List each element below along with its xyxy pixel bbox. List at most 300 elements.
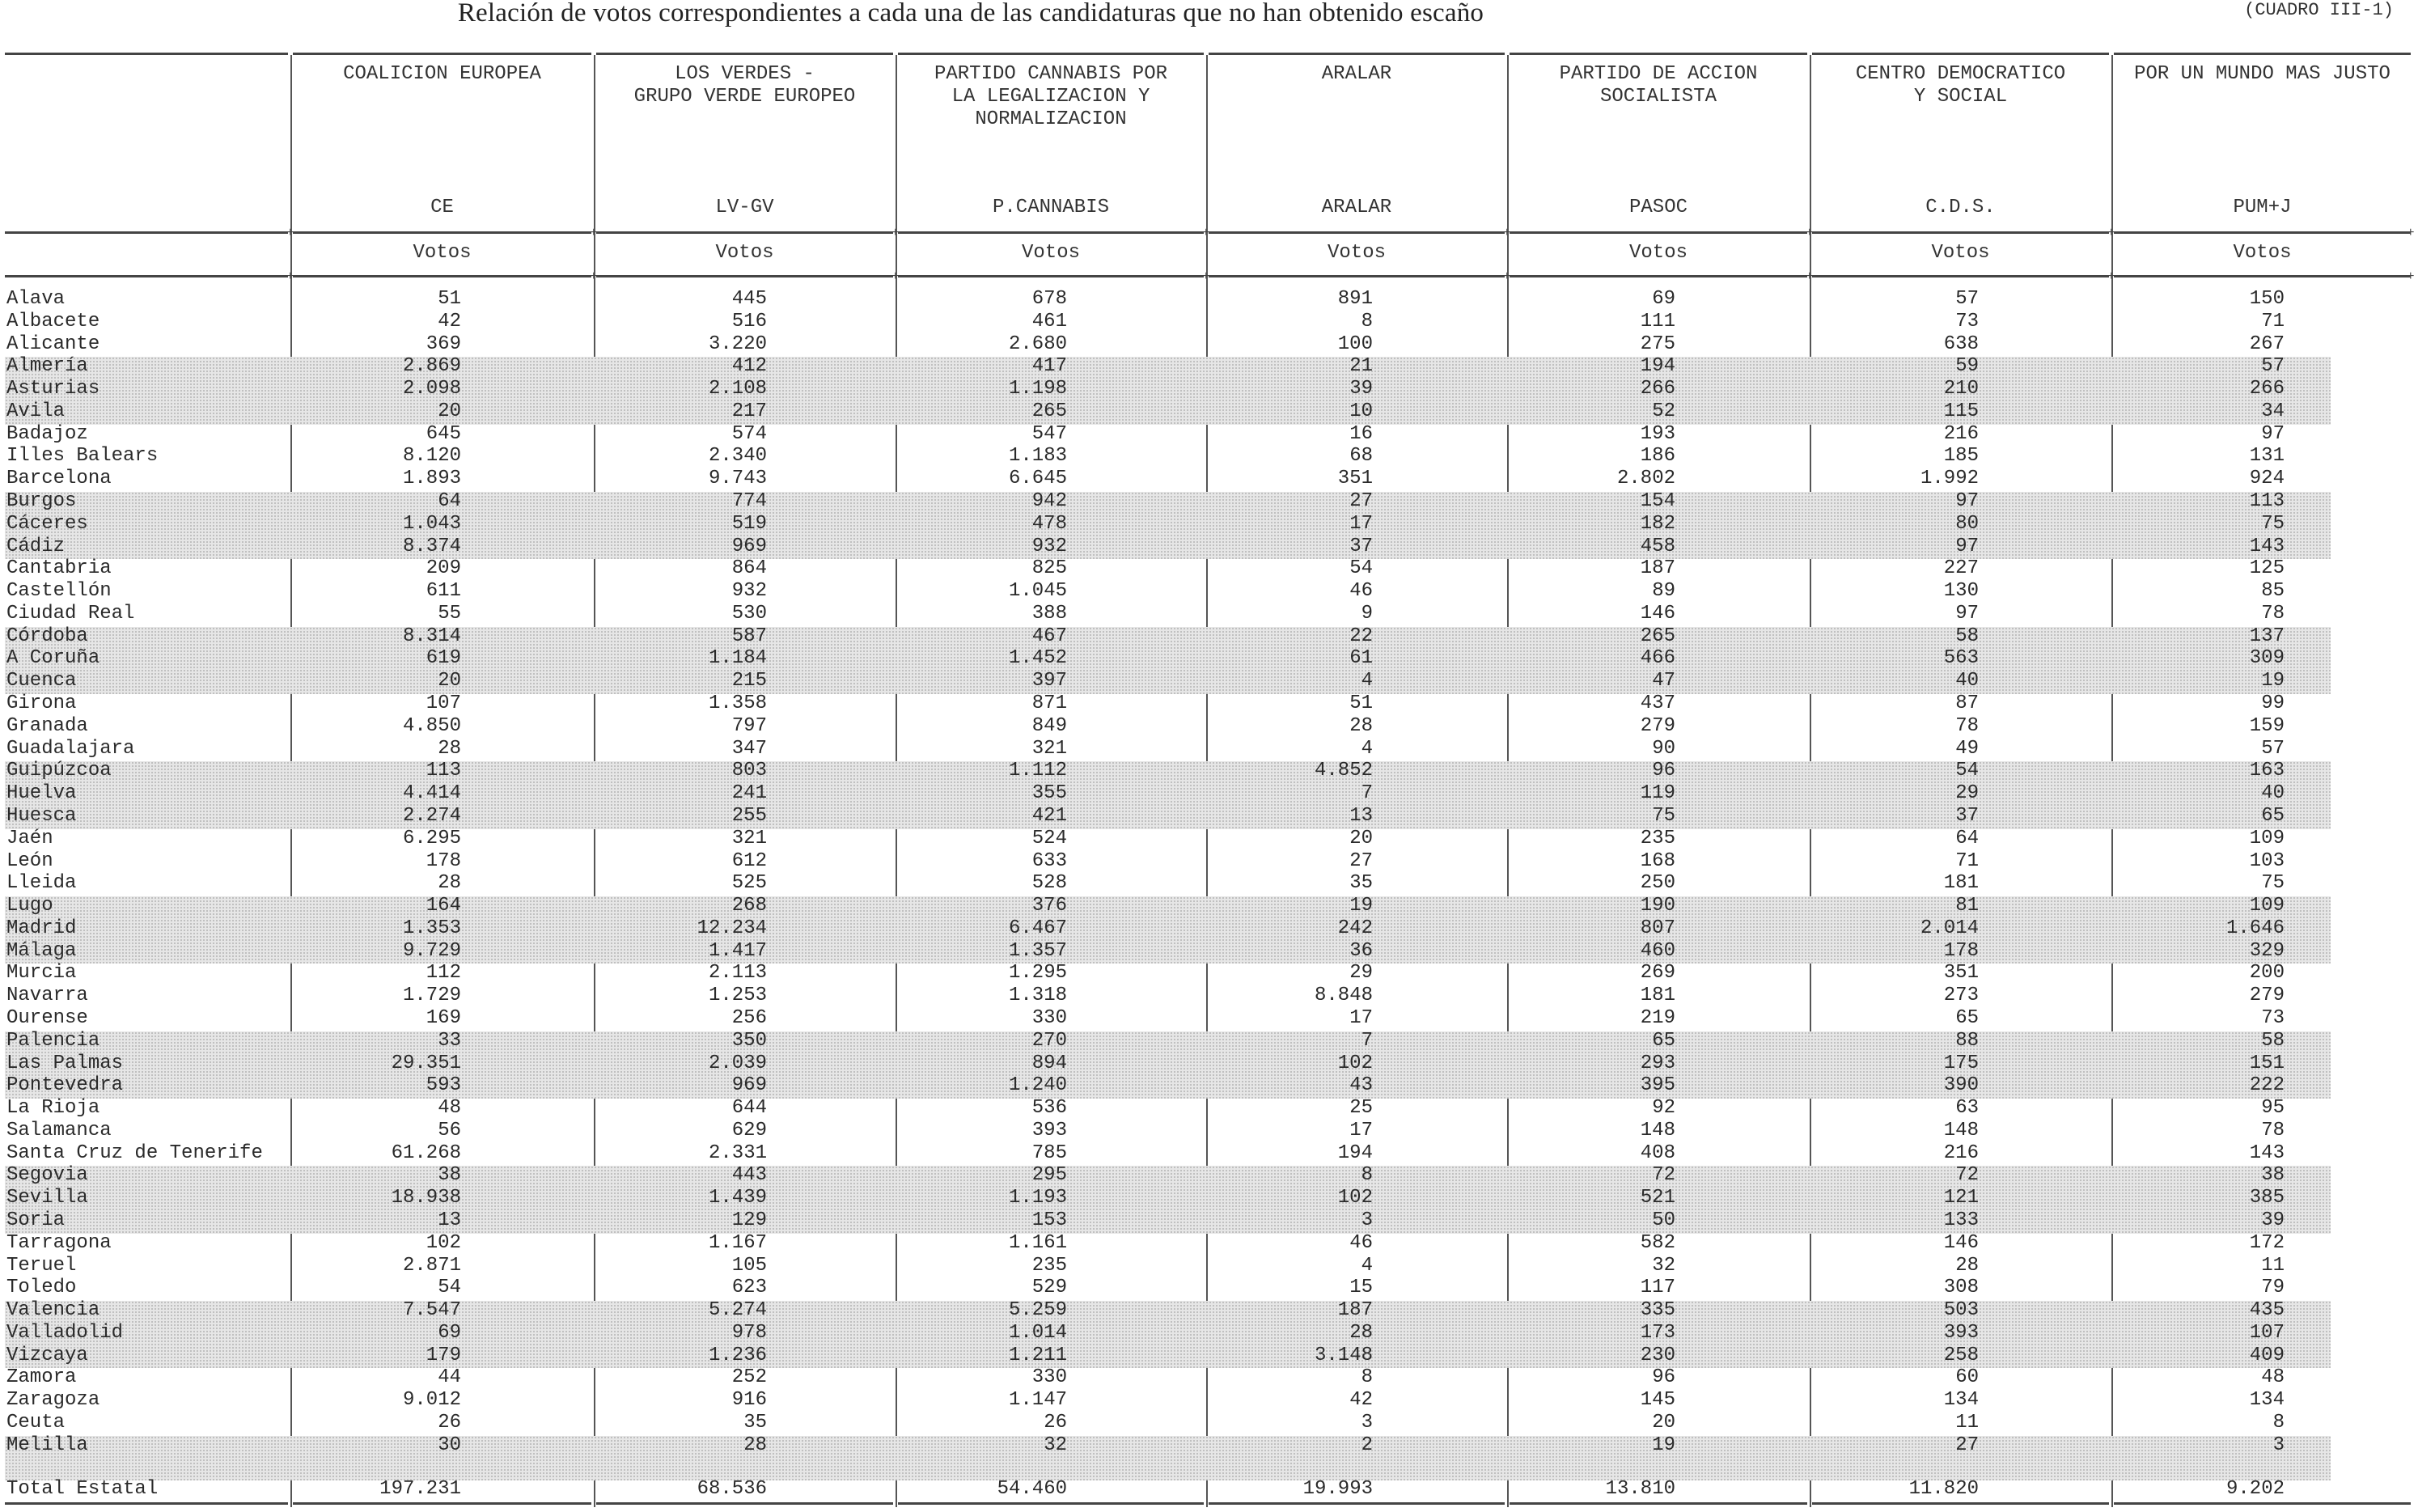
province-name: Ourense [6, 1006, 88, 1029]
vote-count: 629 [731, 1119, 767, 1141]
province-name: Vizcaya [6, 1344, 88, 1366]
province-name: Melilla [6, 1434, 88, 1456]
vote-count: 78 [1955, 714, 1979, 737]
vote-count: 460 [1640, 939, 1675, 962]
province-name: Salamanca [6, 1119, 112, 1141]
vote-count: 209 [426, 557, 461, 580]
vote-count: 582 [1640, 1231, 1675, 1254]
province-name: Soria [6, 1209, 66, 1231]
vote-count: 73 [2261, 1006, 2285, 1029]
vote-count: 28 [1955, 1254, 1979, 1277]
rule-junction: + [1503, 269, 1511, 284]
table-row [0, 513, 2418, 536]
vote-count: 8 [2272, 1412, 2285, 1434]
table-row [0, 333, 2418, 356]
vote-count: 3 [2272, 1434, 2285, 1456]
vote-count: 65 [1652, 1029, 1675, 1052]
province-name: Toledo [6, 1277, 77, 1299]
vote-count: 71 [2261, 310, 2285, 332]
province-name: Guipúzcoa [6, 760, 112, 782]
vote-count: 275 [1640, 332, 1675, 355]
vote-count: 42 [438, 310, 461, 332]
vote-count: 29.351 [391, 1052, 461, 1074]
vote-count: 129 [731, 1209, 767, 1231]
vote-count: 113 [2249, 490, 2285, 513]
table-row [0, 1164, 2418, 1187]
vote-count: 355 [1031, 782, 1067, 805]
table-row [0, 692, 2418, 715]
rule-segment [1209, 231, 1505, 234]
vote-count: 27 [1349, 490, 1373, 513]
table-row [0, 355, 2418, 378]
table-row [0, 782, 2418, 805]
vote-count: 51 [1349, 692, 1373, 715]
vote-count: 5.259 [1008, 1299, 1067, 1322]
vote-count: 63 [1955, 1097, 1979, 1120]
vote-count: 145 [1640, 1389, 1675, 1412]
vote-count: 2.869 [402, 355, 461, 378]
column-unit-label: Votos [413, 242, 472, 264]
vote-count: 279 [1640, 714, 1675, 737]
vote-count: 109 [2249, 827, 2285, 849]
vote-count: 1.014 [1008, 1321, 1067, 1344]
vote-count: 133 [1943, 1209, 1979, 1231]
rule-segment [5, 53, 288, 55]
vote-count: 79 [2261, 1277, 2285, 1299]
vote-count: 46 [1349, 580, 1373, 603]
vote-count: 125 [2249, 557, 2285, 580]
vote-count: 54 [1955, 760, 1979, 782]
vote-count: 593 [426, 1074, 461, 1097]
vote-count: 17 [1349, 1006, 1373, 1029]
vote-count: 421 [1031, 804, 1067, 827]
province-name: Ciudad Real [6, 602, 135, 625]
vote-count: 194 [1640, 355, 1675, 378]
vote-count: 3 [1361, 1412, 1373, 1434]
province-name: Lleida [6, 872, 77, 895]
vote-count: 295 [1031, 1164, 1067, 1187]
province-name: Málaga [6, 939, 77, 962]
province-name: Lugo [6, 895, 53, 917]
vote-count: 50 [1652, 1209, 1675, 1231]
vote-count: 397 [1031, 670, 1067, 692]
rule-junction: + [286, 226, 294, 240]
vote-count: 412 [731, 355, 767, 378]
column-unit-label: Votos [2233, 242, 2292, 264]
vote-count: 9.202 [2225, 1478, 2285, 1501]
vote-count: 71 [1955, 849, 1979, 872]
province-name: Guadalajara [6, 737, 135, 760]
rule-junction: + [1503, 226, 1511, 240]
vote-count: 1.147 [1008, 1389, 1067, 1412]
vote-count: 638 [1943, 332, 1979, 355]
table-row [0, 1434, 2418, 1457]
column-unit-label: Votos [715, 242, 774, 264]
province-name: Sevilla [6, 1187, 88, 1209]
rule-segment [898, 53, 1204, 55]
rule-segment [1812, 1502, 2109, 1505]
vote-count: 458 [1640, 535, 1675, 557]
table-row [0, 1030, 2418, 1052]
vote-count: 28 [743, 1434, 767, 1456]
table-row [0, 940, 2418, 963]
rule-segment [293, 231, 591, 234]
province-name: Palencia [6, 1029, 100, 1052]
vote-count: 194 [1337, 1141, 1373, 1164]
vote-count: 252 [731, 1366, 767, 1389]
vote-count: 181 [1640, 985, 1675, 1007]
province-name: Total Estatal [6, 1478, 159, 1501]
vote-count: 1.295 [1008, 962, 1067, 985]
vote-count: 37 [1349, 535, 1373, 557]
column-unit-label: Votos [1628, 242, 1688, 264]
vote-count: 185 [1943, 445, 1979, 468]
table-row [0, 1052, 2418, 1075]
province-name: Teruel [6, 1254, 77, 1277]
vote-count: 774 [731, 490, 767, 513]
vote-count: 8 [1361, 310, 1373, 332]
vote-count: 111 [1640, 310, 1675, 332]
vote-count: 4.414 [402, 782, 461, 805]
vote-count: 22 [1349, 625, 1373, 647]
vote-count: 19.993 [1302, 1478, 1373, 1501]
table-row [0, 603, 2418, 625]
vote-count: 11.820 [1908, 1478, 1979, 1501]
vote-count: 13 [438, 1209, 461, 1231]
vote-count: 216 [1943, 422, 1979, 445]
vote-count: 437 [1640, 692, 1675, 715]
rule-segment [1510, 275, 1807, 277]
vote-count: 1.452 [1008, 647, 1067, 670]
vote-count: 1.318 [1008, 985, 1067, 1007]
vote-count: 266 [2249, 378, 2285, 400]
vote-count: 48 [2261, 1366, 2285, 1389]
vote-count: 329 [2249, 939, 2285, 962]
column-header-abbr: C.D.S. [1925, 197, 1996, 218]
vote-count: 1.043 [402, 512, 461, 535]
vote-count: 150 [2249, 288, 2285, 310]
vote-count: 916 [731, 1389, 767, 1412]
vote-count: 1.893 [402, 468, 461, 490]
vote-count: 825 [1031, 557, 1067, 580]
column-header-name: LOS VERDES - GRUPO VERDE EUROPEO [633, 63, 856, 108]
vote-count: 242 [1337, 917, 1373, 939]
vote-count: 97 [1955, 602, 1979, 625]
vote-count: 60 [1955, 1366, 1979, 1389]
column-header-abbr: CE [430, 197, 454, 218]
column-unit-label: Votos [1327, 242, 1386, 264]
vote-count: 96 [1652, 760, 1675, 782]
vote-count: 32 [1652, 1254, 1675, 1277]
vote-count: 172 [2249, 1231, 2285, 1254]
table-row [0, 1187, 2418, 1209]
province-name: Castellón [6, 580, 112, 603]
vote-count: 1.357 [1008, 939, 1067, 962]
vote-count: 330 [1031, 1006, 1067, 1029]
vote-count: 163 [2249, 760, 2285, 782]
vote-count: 7 [1361, 1029, 1373, 1052]
table-row [0, 1120, 2418, 1142]
vote-count: 64 [1955, 827, 1979, 849]
vote-count: 478 [1031, 512, 1067, 535]
rule-junction: + [590, 226, 598, 240]
vote-count: 2 [1361, 1434, 1373, 1456]
vote-count: 265 [1640, 625, 1675, 647]
vote-count: 19 [2261, 670, 2285, 692]
rule-segment [1209, 53, 1505, 55]
province-name: Santa Cruz de Tenerife [6, 1141, 263, 1164]
table-row [0, 1412, 2418, 1434]
vote-count: 563 [1943, 647, 1979, 670]
vote-count: 134 [1943, 1389, 1979, 1412]
province-name: Huesca [6, 804, 77, 827]
vote-count: 3 [1361, 1209, 1373, 1231]
vote-count: 39 [1349, 378, 1373, 400]
vote-count: 178 [426, 849, 461, 872]
vote-count: 28 [1349, 714, 1373, 737]
table-row [0, 536, 2418, 558]
vote-count: 227 [1943, 557, 1979, 580]
vote-count: 12.234 [697, 917, 767, 939]
vote-count: 5.274 [708, 1299, 767, 1322]
vote-count: 112 [426, 962, 461, 985]
vote-count: 28 [438, 737, 461, 760]
province-name: La Rioja [6, 1097, 100, 1120]
vote-count: 466 [1640, 647, 1675, 670]
vote-count: 107 [426, 692, 461, 715]
vote-count: 200 [2249, 962, 2285, 985]
vote-count: 27 [1955, 1434, 1979, 1456]
province-name: Almería [6, 355, 88, 378]
table-row [0, 1322, 2418, 1345]
column-header-abbr: PASOC [1628, 197, 1688, 218]
vote-count: 3.148 [1314, 1344, 1373, 1366]
vote-count: 164 [426, 895, 461, 917]
province-name: Córdoba [6, 625, 88, 647]
vote-count: 4.850 [402, 714, 461, 737]
vote-count: 146 [1943, 1231, 1979, 1254]
rule-segment [1510, 53, 1807, 55]
column-header-abbr: ARALAR [1321, 197, 1392, 218]
vote-count: 146 [1640, 602, 1675, 625]
province-name: Jaén [6, 827, 53, 849]
vote-count: 88 [1955, 1029, 1979, 1052]
column-header-name: PARTIDO CANNABIS POR LA LEGALIZACION Y NORMALIZACION [934, 63, 1168, 130]
vote-count: 75 [2261, 872, 2285, 895]
vote-count: 350 [731, 1029, 767, 1052]
vote-count: 113 [426, 760, 461, 782]
vote-count: 932 [1031, 535, 1067, 557]
rule-junction: + [590, 269, 598, 284]
vote-count: 57 [2261, 737, 2285, 760]
vote-count: 528 [1031, 872, 1067, 895]
province-name: Barcelona [6, 468, 112, 490]
vote-count: 645 [426, 422, 461, 445]
vote-count: 1.240 [1008, 1074, 1067, 1097]
vote-count: 1.112 [1008, 760, 1067, 782]
vote-count: 20 [438, 670, 461, 692]
rule-junction: + [2107, 226, 2115, 240]
vote-count: 265 [1031, 400, 1067, 422]
vote-count: 461 [1031, 310, 1067, 332]
vote-count: 35 [1349, 872, 1373, 895]
vote-count: 530 [731, 602, 767, 625]
rule-segment [898, 275, 1204, 277]
rule-junction: + [2107, 269, 2115, 284]
vote-count: 785 [1031, 1141, 1067, 1164]
vote-count: 186 [1640, 445, 1675, 468]
vote-count: 54.460 [997, 1478, 1067, 1501]
vote-count: 9.729 [402, 939, 461, 962]
vote-count: 797 [731, 714, 767, 737]
vote-count: 2.098 [402, 378, 461, 400]
vote-count: 25 [1349, 1097, 1373, 1120]
rule-segment [596, 275, 893, 277]
vote-count: 395 [1640, 1074, 1675, 1097]
rule-junction: + [891, 269, 900, 284]
vote-count: 503 [1943, 1299, 1979, 1322]
vote-count: 151 [2249, 1052, 2285, 1074]
vote-count: 9 [1361, 602, 1373, 625]
vote-count: 44 [438, 1366, 461, 1389]
vote-count: 121 [1943, 1187, 1979, 1209]
vote-count: 1.992 [1920, 468, 1979, 490]
rule-segment [5, 1502, 288, 1505]
vote-count: 40 [1955, 670, 1979, 692]
vote-count: 33 [438, 1029, 461, 1052]
vote-count: 241 [731, 782, 767, 805]
vote-count: 2.014 [1920, 917, 1979, 939]
rule-segment [5, 231, 288, 234]
table-row [0, 1209, 2418, 1232]
vote-count: 521 [1640, 1187, 1675, 1209]
rule-segment [1812, 53, 2109, 55]
vote-count: 187 [1640, 557, 1675, 580]
vote-count: 95 [2261, 1097, 2285, 1120]
vote-count: 942 [1031, 490, 1067, 513]
table-row [0, 1366, 2418, 1389]
column-header-abbr: PUM+J [2233, 197, 2292, 218]
province-name: Cádiz [6, 535, 66, 557]
vote-count: 210 [1943, 378, 1979, 400]
vote-count: 73 [1955, 310, 1979, 332]
vote-count: 308 [1943, 1277, 1979, 1299]
vote-count: 230 [1640, 1344, 1675, 1366]
vote-count: 9.743 [708, 468, 767, 490]
vote-count: 217 [731, 400, 767, 422]
province-name: Asturias [6, 378, 100, 400]
vote-count: 54 [438, 1277, 461, 1299]
vote-count: 8 [1361, 1164, 1373, 1187]
table-row [0, 311, 2418, 333]
vote-count: 266 [1640, 378, 1675, 400]
vote-count: 58 [1955, 625, 1979, 647]
vote-count: 8 [1361, 1366, 1373, 1389]
vote-count: 103 [2249, 849, 2285, 872]
rule-segment [2114, 1502, 2411, 1505]
vote-count: 321 [1031, 737, 1067, 760]
vote-count: 611 [426, 580, 461, 603]
rule-segment [1812, 275, 2109, 277]
vote-count: 119 [1640, 782, 1675, 805]
vote-count: 102 [1337, 1052, 1373, 1074]
vote-count: 1.417 [708, 939, 767, 962]
vote-count: 978 [731, 1321, 767, 1344]
vote-count: 90 [1652, 737, 1675, 760]
vote-count: 75 [2261, 512, 2285, 535]
vote-count: 187 [1337, 1299, 1373, 1322]
vote-count: 279 [2249, 985, 2285, 1007]
vote-count: 612 [731, 849, 767, 872]
vote-count: 2.340 [708, 445, 767, 468]
table-row [0, 580, 2418, 603]
table-row [0, 917, 2418, 940]
vote-count: 78 [2261, 1119, 2285, 1141]
vote-count: 270 [1031, 1029, 1067, 1052]
vote-count: 56 [438, 1119, 461, 1141]
vote-count: 197.231 [379, 1478, 461, 1501]
vote-count: 97 [1955, 535, 1979, 557]
vote-count: 1.729 [402, 985, 461, 1007]
province-name: Huelva [6, 782, 77, 805]
vote-count: 256 [731, 1006, 767, 1029]
table-row [0, 670, 2418, 692]
vote-count: 894 [1031, 1052, 1067, 1074]
vote-count: 72 [1652, 1164, 1675, 1187]
vote-count: 143 [2249, 1141, 2285, 1164]
vote-count: 42 [1349, 1389, 1373, 1412]
vote-count: 250 [1640, 872, 1675, 895]
vote-count: 65 [1955, 1006, 1979, 1029]
rule-segment [596, 231, 893, 234]
vote-count: 97 [2261, 422, 2285, 445]
vote-count: 3.220 [708, 332, 767, 355]
table-row [0, 895, 2418, 917]
rule-segment [1510, 231, 1807, 234]
vote-count: 175 [1943, 1052, 1979, 1074]
province-name: Valencia [6, 1299, 100, 1322]
vote-count: 2.871 [402, 1254, 461, 1277]
vote-count: 99 [2261, 692, 2285, 715]
vote-count: 80 [1955, 512, 1979, 535]
vote-count: 803 [731, 760, 767, 782]
vote-count: 516 [731, 310, 767, 332]
vote-count: 193 [1640, 422, 1675, 445]
vote-count: 47 [1652, 670, 1675, 692]
vote-count: 36 [1349, 939, 1373, 962]
province-name: Burgos [6, 490, 77, 513]
vote-count: 633 [1031, 849, 1067, 872]
province-name: Illes Balears [6, 445, 159, 468]
vote-count: 335 [1640, 1299, 1675, 1322]
column-header-name: COALICION EUROPEA [343, 63, 541, 85]
vote-count: 467 [1031, 625, 1067, 647]
province-name: Navarra [6, 985, 88, 1007]
table-row [0, 1345, 2418, 1367]
province-name: Cáceres [6, 512, 88, 535]
vote-count: 69 [1652, 288, 1675, 310]
province-name: León [6, 849, 53, 872]
vote-count: 574 [731, 422, 767, 445]
vote-count: 529 [1031, 1277, 1067, 1299]
vote-count: 178 [1943, 939, 1979, 962]
vote-count: 89 [1652, 580, 1675, 603]
column-header-abbr: LV-GV [715, 197, 774, 218]
vote-count: 20 [438, 400, 461, 422]
vote-count: 26 [1044, 1412, 1067, 1434]
province-name: Alicante [6, 332, 100, 355]
vote-count: 6.295 [402, 827, 461, 849]
